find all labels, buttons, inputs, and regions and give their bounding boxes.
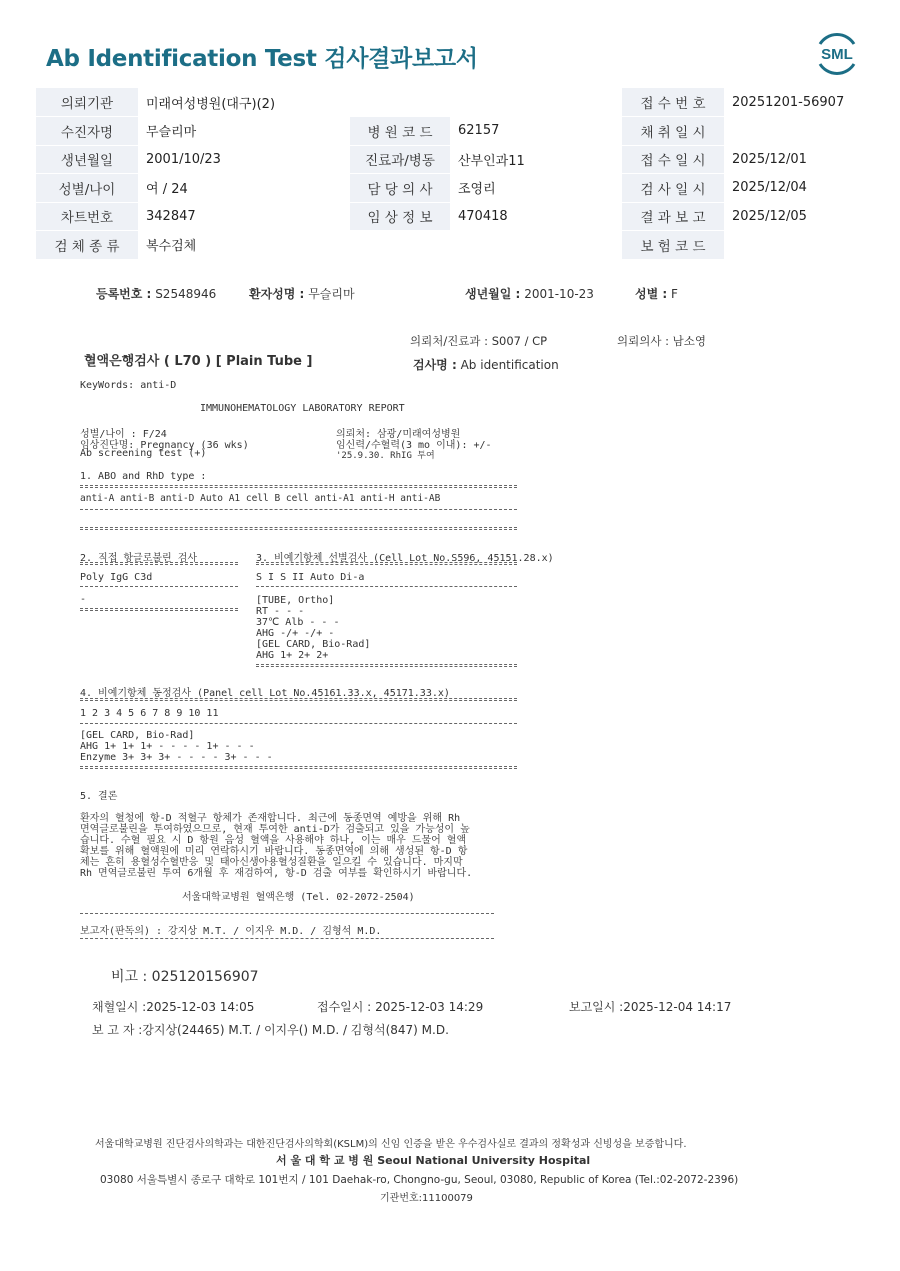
panel-header: 1 2 3 4 5 6 7 8 9 10 11 <box>80 708 219 719</box>
reporter-value: 강지상(24465) M.T. / 이지우() M.D. / 김형석(847) M.D. <box>142 1023 449 1037</box>
conclusion-line: 체는 흔히 용혈성수혈반응 및 태아신생아용혈성질환을 일으킬 수 있습니다. 마지막 <box>80 857 463 868</box>
value-doctor: 조영리 <box>450 174 622 203</box>
received-value: 2025-12-03 14:29 <box>375 1000 484 1014</box>
sex-label: 성별 : <box>635 287 668 301</box>
conclusion-line: 습니다. 수혈 필요 시 D 항원 음성 혈액을 사용해야 하나, 이는 매우 드물어 혈액 <box>80 835 467 846</box>
ordering-dept: 의뢰처/진료과 : S007 / CP <box>410 334 548 348</box>
label-specimen-type: 검 체 종 류 <box>36 231 138 260</box>
label-received-date: 접 수 일 시 <box>622 145 724 174</box>
value-received-date: 2025/12/01 <box>724 145 864 174</box>
reg-label: 등록번호 : <box>96 287 152 301</box>
report-line: [TUBE, Ortho] <box>256 595 335 606</box>
name-value: 무슬리마 <box>308 287 355 301</box>
abo-header: anti-A anti-B anti-D Auto A1 cell B cell anti-A1 anti-H anti-AB <box>80 493 441 504</box>
report-line: AHG 1+ 2+ 2+ <box>256 650 329 661</box>
report-signers: 보고자(판독의) : 강지상 M.T. / 이지우 M.D. / 김형석 M.D. <box>80 926 382 937</box>
name-label: 환자성명 : <box>249 287 305 301</box>
footer-institution-number: 기관번호:11100079 <box>380 1193 473 1204</box>
keywords: KeyWords: anti-D <box>80 380 177 391</box>
section-conclusion: 5. 결론 <box>80 791 118 802</box>
info-row <box>36 174 864 203</box>
collected-value: 2025-12-03 14:05 <box>146 1000 255 1014</box>
report-line: Ab screening test (+) <box>80 448 207 459</box>
value-department: 산부인과11 <box>450 145 622 174</box>
report-line: 임상진단명: Pregnancy (36 wks) <box>80 440 249 451</box>
info-row <box>36 117 864 146</box>
conclusion-line: 환자의 혈청에 항-D 적혈구 항체가 존재합니다. 최근에 동종면역 예방을 위해 Rh <box>80 813 461 824</box>
report-header: IMMUNOHEMATOLOGY LABORATORY REPORT <box>200 403 405 414</box>
section-screening: 3. 비예기항체 선별검사 (Cell Lot No.S596, 45151.28.x) <box>256 553 554 564</box>
value-patient-name: 무슬리마 <box>138 117 350 146</box>
value-institution: 미래여성병원(대구)(2) <box>138 88 622 117</box>
panel-row-enzyme: Enzyme 3+ 3+ 3+ - - - - 3+ - - - <box>80 752 273 763</box>
received-label: 접수일시 : <box>317 1000 372 1014</box>
value-chart-number: 342847 <box>138 202 350 231</box>
sex-value: F <box>671 287 678 301</box>
value-specimen-type: 복수검체 <box>138 231 622 260</box>
ordering-doctor: 의뢰의사 : 남소영 <box>617 334 706 348</box>
reg-value: S2548946 <box>155 287 217 301</box>
conclusion-line: 확보를 위해 혈액원에 미리 연락하시기 바랍니다. 동종면역에 의해 생성된 항-D 항 <box>80 846 468 857</box>
label-institution: 의뢰기관 <box>36 88 138 117</box>
sml-logo <box>812 30 862 76</box>
report-line: AHG -/+ -/+ - <box>256 628 335 639</box>
value-test-date: 2025/12/04 <box>724 174 864 203</box>
report-line: [GEL CARD, Bio-Rad] <box>256 639 371 650</box>
note-label: 비고 : <box>111 969 148 985</box>
scanned-report <box>0 268 900 1271</box>
value-clinical-info: 470418 <box>450 202 622 231</box>
report-line: 37℃ Alb - - - <box>256 617 340 628</box>
test-name-label: 검사명 : <box>413 358 457 372</box>
label-dob: 생년월일 <box>36 145 138 174</box>
label-patient-name: 수진자명 <box>36 117 138 146</box>
blood-bank-contact: 서울대학교병원 혈액은행 (Tel. 02-2072-2504) <box>182 892 415 903</box>
report-line: RT - - - <box>256 606 305 617</box>
label-accession: 접 수 번 호 <box>622 88 724 117</box>
value-insurance-code <box>724 231 864 260</box>
patient-info-table <box>36 88 864 260</box>
section-abo: 1. ABO and RhD type : <box>80 471 207 482</box>
dat-header: Poly IgG C3d <box>80 572 153 583</box>
section-dat: 2. 직접 항글로불린 검사 <box>80 553 198 564</box>
footer-certification: 서울대학교병원 진단검사의학과는 대한진단검사의학회(KSLM)의 신임 인증을 받은 우수검사실로 결과의 정확성과 신빙성을 보증합니다. <box>95 1139 687 1150</box>
info-row <box>36 231 864 260</box>
label-test-date: 검 사 일 시 <box>622 174 724 203</box>
label-result-report: 결 과 보 고 <box>622 202 724 231</box>
test-group: 혈액은행검사 ( L70 ) [ Plain Tube ] <box>84 354 313 369</box>
dob-value: 2001-10-23 <box>524 287 594 301</box>
report-line: '25.9.30. RhIG 투여 <box>336 451 435 461</box>
conclusion-line: 면역글로불린을 투여하였으므로, 현재 투여한 anti-D가 검출되고 있을 가능성이 높 <box>80 824 470 835</box>
label-doctor: 담 당 의 사 <box>350 174 450 203</box>
footer-hospital: 서 울 대 학 교 병 원 Seoul National University Hospital <box>276 1154 591 1167</box>
info-row <box>36 88 864 117</box>
note-value: 025120156907 <box>151 969 259 985</box>
logo-text: SML <box>821 46 853 63</box>
reported-label: 보고일시 : <box>569 1000 624 1014</box>
reporter-label: 보 고 자 : <box>92 1023 143 1037</box>
dob-label: 생년월일 : <box>465 287 521 301</box>
value-hospital-code: 62157 <box>450 117 622 146</box>
info-row <box>36 145 864 174</box>
label-collection-time: 채 취 일 시 <box>622 117 724 146</box>
dat-result: - <box>80 594 87 605</box>
test-name-value: Ab identification <box>460 358 559 372</box>
label-chart-number: 차트번호 <box>36 202 138 231</box>
report-title: Ab Identification Test 검사결과보고서 <box>46 46 478 72</box>
reported-value: 2025-12-04 14:17 <box>623 1000 732 1014</box>
label-department: 진료과/병동 <box>350 145 450 174</box>
value-result-report: 2025/12/05 <box>724 202 864 231</box>
label-hospital-code: 병 원 코 드 <box>350 117 450 146</box>
label-insurance-code: 보 험 코 드 <box>622 231 724 260</box>
footer-address: 03080 서울특별시 종로구 대학로 101번지 / 101 Daehak-ro, Chongno-gu, Seoul, 03080, Republic of Korea (Tel.:02-2072-2396) <box>100 1174 739 1186</box>
value-collection-time <box>724 117 864 146</box>
panel-row-ahg: AHG 1+ 1+ 1+ - - - - 1+ - - - <box>80 741 255 752</box>
section-panel: 4. 비예기항체 동정검사 (Panel cell Lot No.45161.33.x, 45171.33.x) <box>80 688 450 699</box>
value-sex-age: 여 / 24 <box>138 174 350 203</box>
value-accession: 20251201-56907 <box>724 88 864 117</box>
label-clinical-info: 임 상 정 보 <box>350 202 450 231</box>
label-sex-age: 성별/나이 <box>36 174 138 203</box>
report-line: 의뢰처: 삼광/미래여성병원 <box>336 429 461 440</box>
conclusion-line: Rh 면역글로불린 투여 6개월 후 재검하여, 항-D 검출 여부를 확인하시기 바랍니다. <box>80 868 473 879</box>
report-line: 임신력/수혈력(3 mo 이내): +/- <box>336 440 492 451</box>
report-line: [GEL CARD, Bio-Rad] <box>80 730 195 741</box>
info-row <box>36 202 864 231</box>
screening-header: S I S II Auto Di-a <box>256 572 365 583</box>
value-dob: 2001/10/23 <box>138 145 350 174</box>
report-line: 성별/나이 : F/24 <box>80 429 167 440</box>
collected-label: 채혈일시 : <box>92 1000 147 1014</box>
